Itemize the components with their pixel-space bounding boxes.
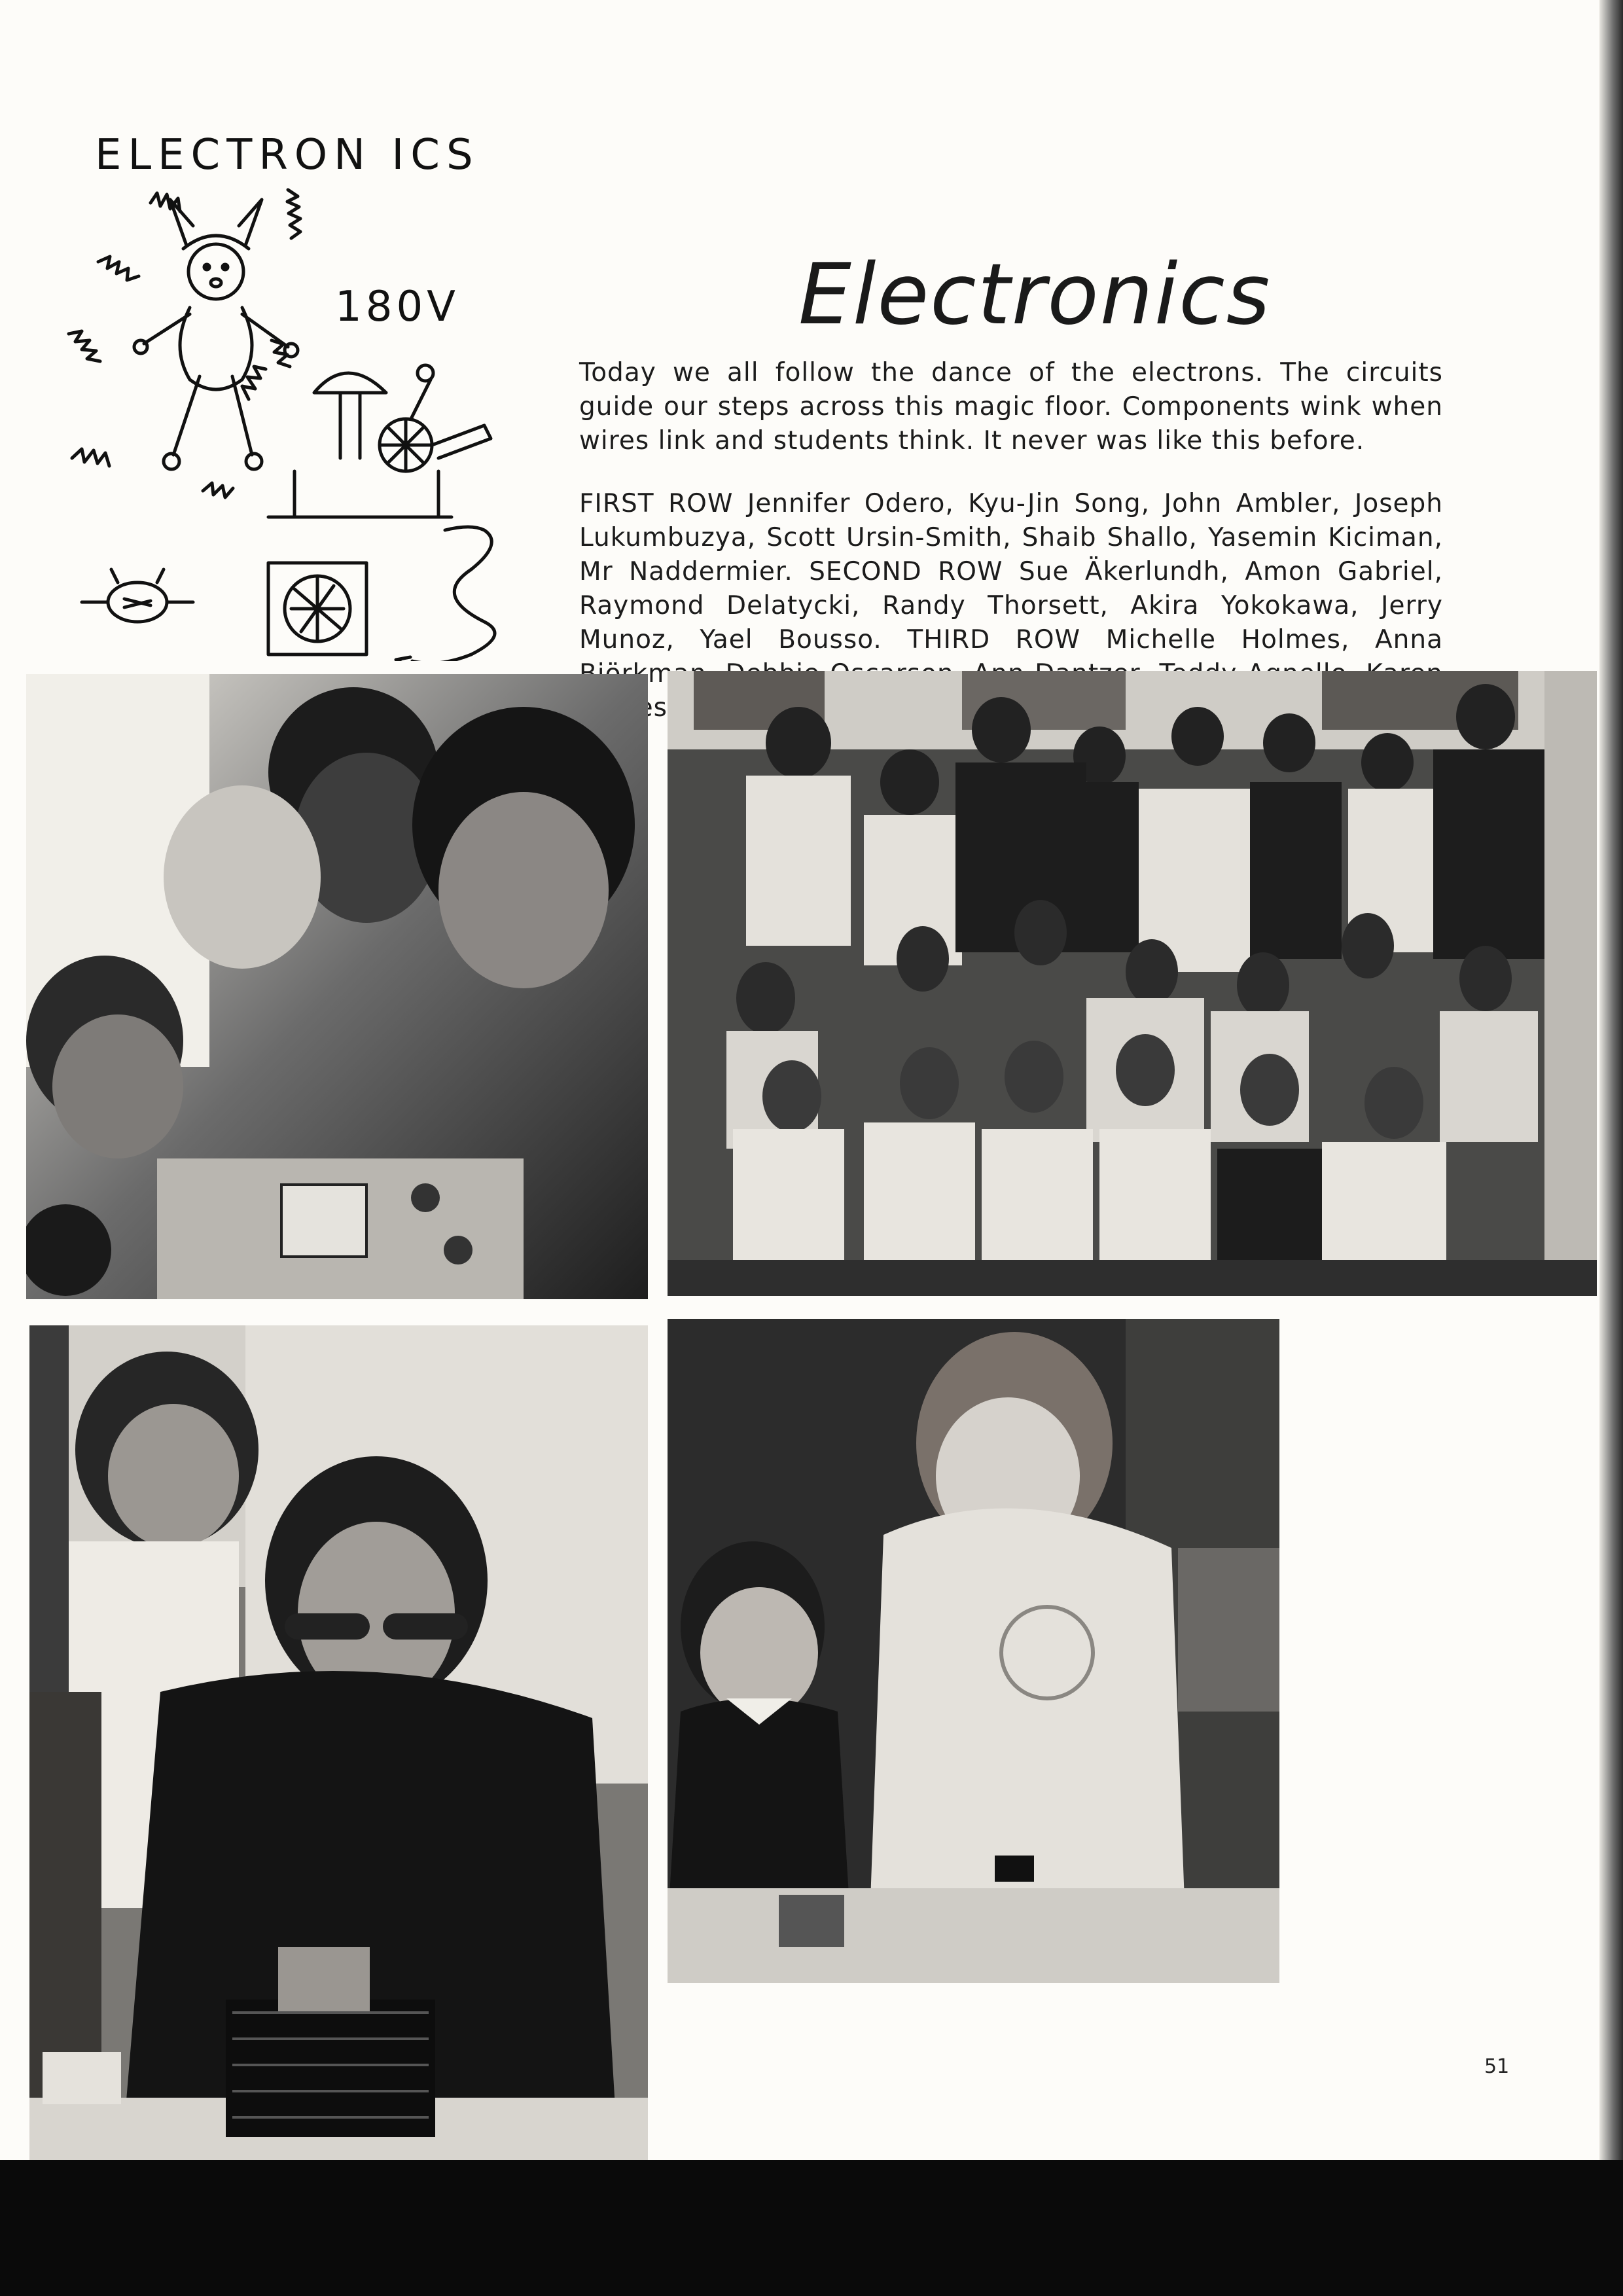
photo-student-with-component	[668, 1319, 1279, 1983]
scan-bottom-band	[0, 2160, 1623, 2296]
group-photo-caption: FIRST ROW Jennifer Odero, Kyu-Jin Song, John Ambler, Joseph Lukumbuzya, Scott Ursin-Smith, Shaib Shallo, Yasemin Kiciman, Mr Naddermier. SECOND ROW Sue Äkerlundh, Amon Gabriel, Raymond Delatycki, Randy Thorsett, Akira Yokokawa, Jerry Munoz, Yael Bousso. THIRD ROW Michelle Holmes, Anna	[579, 489, 1443, 655]
page-number: 51	[1484, 2055, 1510, 2078]
intro-paragraph: Today we all follow the dance of the electrons. The circuits guide our steps across this magic floor. Components wink when wires link and students think. It never was like this before.	[579, 358, 1443, 456]
photo-club-group-portrait	[668, 671, 1597, 1296]
page-title: Electronics	[798, 245, 1272, 344]
electronics-doodle-illustration	[52, 118, 537, 661]
photo-students-with-meter	[26, 674, 648, 1299]
doodle-title: ELECTRON ICS	[95, 131, 480, 179]
photo-students-with-heatsink	[29, 1325, 648, 2163]
doodle-voltage: 180V	[335, 283, 459, 331]
page-edge-shadow	[1599, 0, 1623, 2160]
